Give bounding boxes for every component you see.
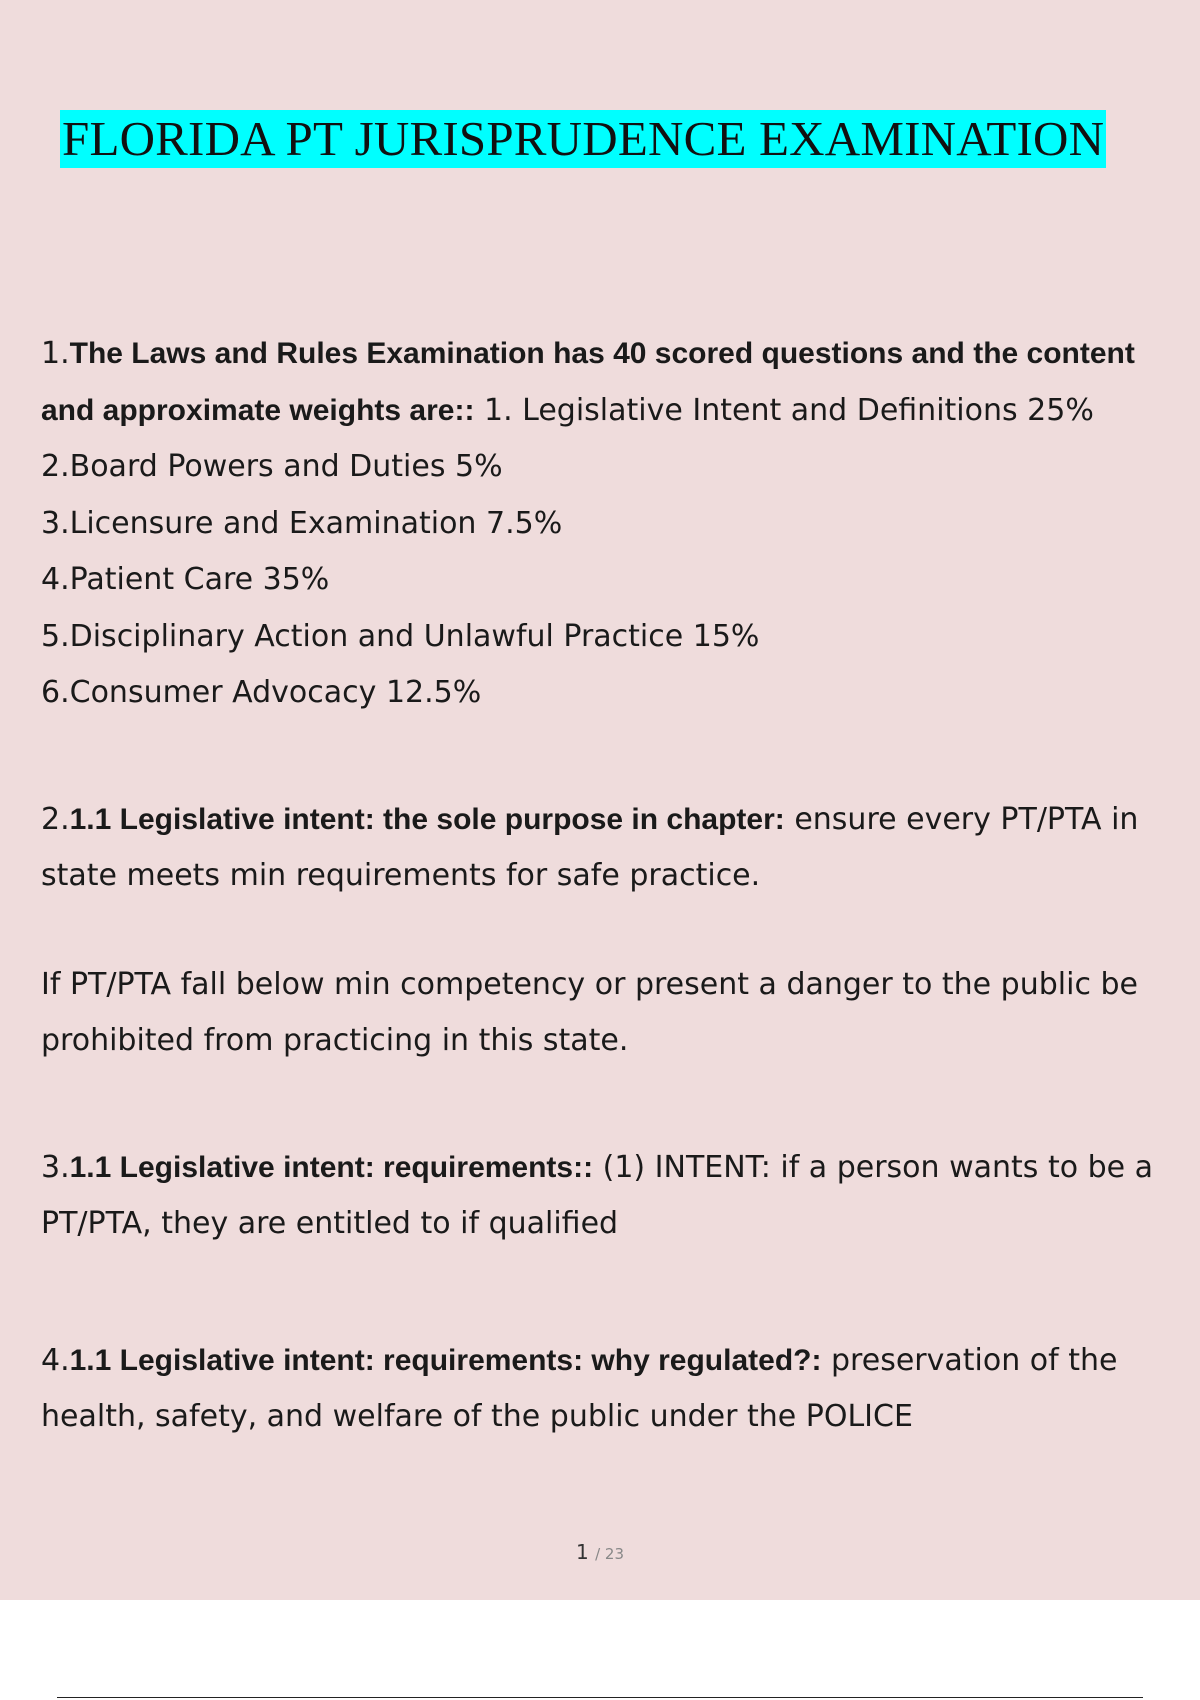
question-item [41,326,1191,439]
list-item [41,609,1191,666]
page-indicator [0,1540,1200,1564]
answer-text: ensure every PT/PTA in state meets min requirements for safe practice. [41,801,1139,893]
list-number: 3. [41,505,70,541]
list-item [41,496,1191,553]
list-item [41,552,1191,609]
answer-text: (1) INTENT: if a person wants to be a PT/PTA, they are entitled to if qualified [41,1149,1154,1241]
current-page: 1 [575,1540,589,1564]
bottom-divider [57,1697,1143,1698]
question-item [41,792,1191,905]
list-text: Board Powers and Duties 5% [69,449,503,484]
list-text: Consumer Advocacy 12.5% [69,675,482,710]
list-number: 5. [41,618,70,654]
item-number: 1. [41,336,70,371]
question-text: The Laws and Rules Examination has 40 scored questions and the content and approximate weights are:: [41,337,1135,427]
list-text: Patient Care 35% [69,562,330,597]
list-number: 6. [41,675,70,710]
answer-text: 1. Legislative Intent and Definitions 25% [483,392,1094,428]
total-pages: / 23 [595,1545,624,1563]
question-text: 1.1 Legislative intent: requirements:: [69,1150,594,1184]
list-number: 2. [41,449,70,484]
question-item [41,1333,1191,1446]
item-number: 3. [41,1149,70,1185]
document-title: FLORIDA PT JURISPRUDENCE EXAMINATION [62,111,1105,166]
list-text: Licensure and Examination 7.5% [69,505,563,541]
question-text: 1.1 Legislative intent: the sole purpose in chapter: [69,802,785,836]
document-content [41,326,1191,1446]
answer-extra: If PT/PTA fall below min competency or present a danger to the public be prohibited from practicing in this state. [41,966,1138,1058]
item-number: 2. [41,801,70,837]
list-text: Disciplinary Action and Unlawful Practice 15% [69,618,760,654]
list-number: 4. [41,562,70,597]
answer-text: preservation of the health, safety, and welfare of the public under the POLICE [41,1342,1118,1434]
question-text: 1.1 Legislative intent: requirements: why regulated?: [69,1343,822,1377]
title-highlight [60,110,1106,168]
question-item [41,1140,1191,1253]
list-item [41,439,1191,496]
list-item [41,665,1191,722]
item-number: 4. [41,1342,70,1378]
